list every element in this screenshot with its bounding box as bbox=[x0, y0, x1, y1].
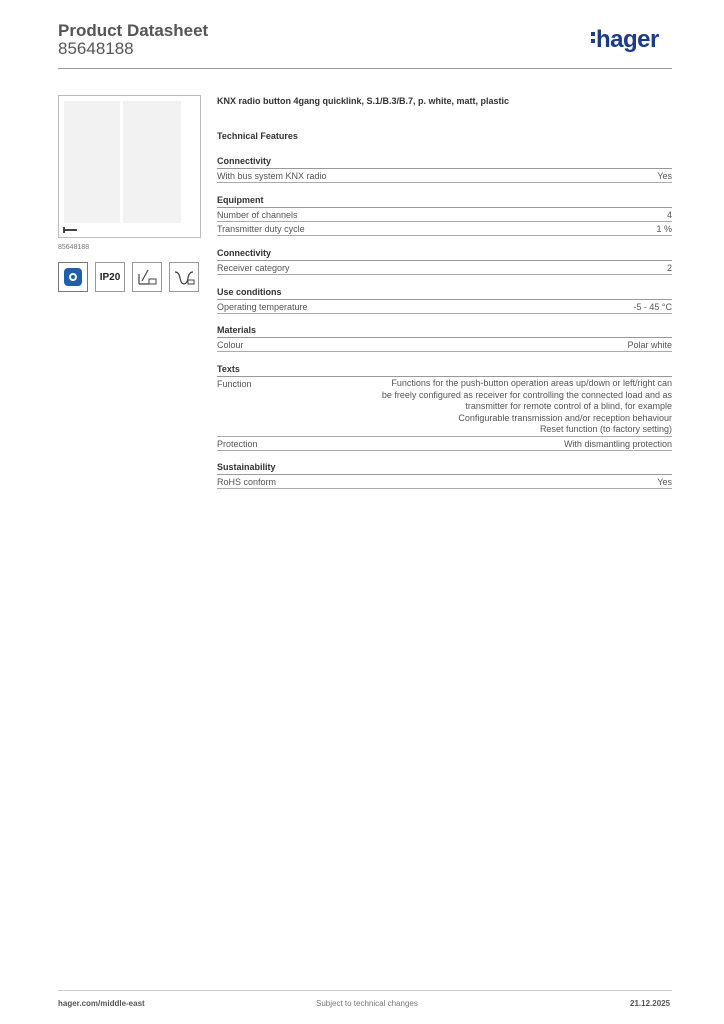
spec-label: Transmitter duty cycle bbox=[217, 224, 305, 234]
spec-row bbox=[217, 338, 672, 352]
spec-value: Yes bbox=[657, 477, 672, 487]
spec-value-multiline bbox=[352, 378, 672, 436]
image-caption: 85648188 bbox=[58, 244, 90, 251]
section-sustainability bbox=[217, 462, 672, 489]
button-panel-right bbox=[123, 101, 181, 223]
section-texts bbox=[217, 364, 672, 451]
spec-row bbox=[217, 222, 672, 236]
section-use-conditions bbox=[217, 287, 672, 314]
section-title: Texts bbox=[217, 364, 672, 377]
header-divider bbox=[58, 68, 672, 69]
section-title: Connectivity bbox=[217, 156, 672, 169]
function-line: transmitter for remote control of a blind, for example bbox=[465, 401, 672, 412]
section-title: Materials bbox=[217, 325, 672, 338]
footer-notice: Subject to technical changes bbox=[316, 999, 418, 1008]
ip-rating-badge: IP20 bbox=[95, 262, 125, 292]
footer-date: 21.12.2025 bbox=[630, 999, 671, 1008]
spec-row bbox=[217, 475, 672, 489]
section-title: Use conditions bbox=[217, 287, 672, 300]
spec-label: Colour bbox=[217, 340, 244, 350]
spec-value: With dismantling protection bbox=[563, 438, 672, 449]
spec-value: Yes bbox=[657, 171, 672, 181]
product-name: KNX radio button 4gang quicklink, S.1/B.3/B.7, p. white, matt, plastic bbox=[217, 96, 510, 106]
spec-label: Receiver category bbox=[217, 263, 290, 273]
spec-label: Number of channels bbox=[217, 210, 298, 220]
spec-label: With bus system KNX radio bbox=[217, 171, 327, 181]
spec-row bbox=[217, 169, 672, 183]
spec-value: 1 % bbox=[656, 224, 672, 234]
page-title: Product Datasheet bbox=[58, 21, 209, 40]
spec-value: 2 bbox=[666, 263, 672, 273]
spec-row bbox=[217, 377, 672, 437]
spec-label: RoHS conform bbox=[217, 477, 277, 487]
section-materials bbox=[217, 325, 672, 352]
function-line: Functions for the push-button operation areas up/down or left/right can bbox=[391, 378, 672, 388]
article-number: 85648188 bbox=[58, 39, 134, 58]
scale-bar-icon bbox=[63, 229, 77, 231]
spec-value: -5 - 45 °C bbox=[633, 302, 672, 312]
logo-colon-icon bbox=[591, 26, 595, 43]
section-equipment bbox=[217, 195, 672, 236]
spec-row bbox=[217, 300, 672, 314]
wave-symbol-icon bbox=[169, 262, 199, 292]
technical-features-title: Technical Features bbox=[217, 131, 298, 141]
function-line: Reset function (to factory setting) bbox=[539, 424, 672, 435]
section-connectivity-2 bbox=[217, 248, 672, 275]
spec-value: 4 bbox=[666, 210, 672, 220]
spec-row bbox=[217, 437, 672, 451]
function-line: Configurable transmission and/or reception behaviour bbox=[458, 412, 672, 423]
button-panel-left bbox=[64, 101, 120, 223]
quality-mark-icon bbox=[58, 262, 88, 292]
footer-divider bbox=[58, 990, 672, 991]
footer-website-link[interactable]: hager.com/middle-east bbox=[58, 999, 145, 1008]
mounting-symbol-icon bbox=[132, 262, 162, 292]
spec-label: Protection bbox=[217, 438, 258, 449]
section-title: Sustainability bbox=[217, 462, 672, 475]
product-image bbox=[58, 95, 201, 238]
section-title: Equipment bbox=[217, 195, 672, 208]
function-line: be freely configured as receiver for controlling the connected load and as bbox=[381, 389, 672, 400]
spec-row bbox=[217, 261, 672, 275]
logo-text: hager bbox=[596, 26, 659, 53]
certification-badges bbox=[58, 262, 199, 292]
hager-logo bbox=[591, 26, 659, 54]
spec-row bbox=[217, 208, 672, 222]
spec-value: Polar white bbox=[627, 340, 672, 350]
spec-label: Function bbox=[217, 379, 252, 389]
spec-label: Operating temperature bbox=[217, 302, 308, 312]
section-connectivity bbox=[217, 156, 672, 183]
section-title: Connectivity bbox=[217, 248, 672, 261]
